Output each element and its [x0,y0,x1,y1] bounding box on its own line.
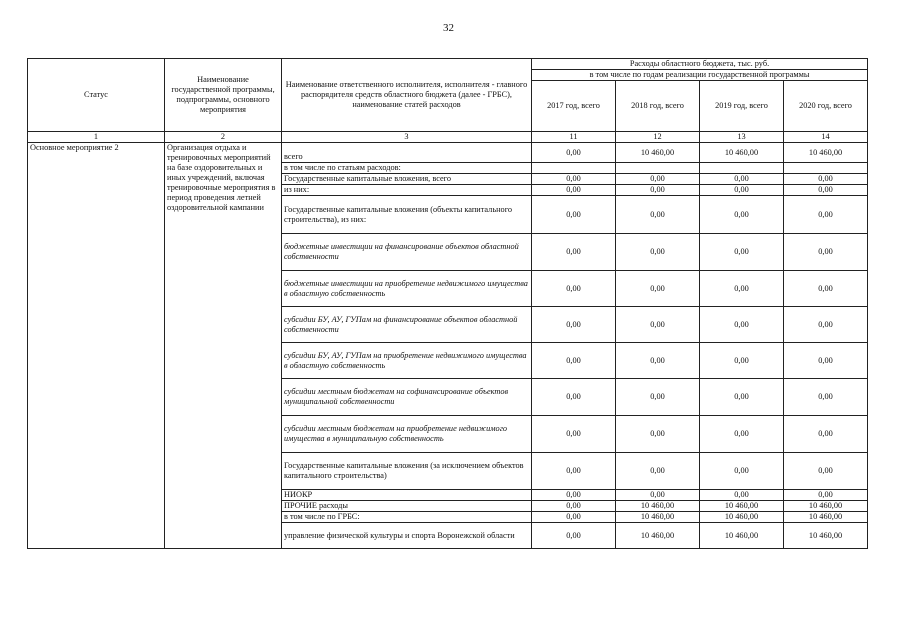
value-cell: 0,00 [784,185,868,196]
value-cell: 0,00 [532,416,616,453]
value-cell: 0,00 [532,174,616,185]
value-cell: 0,00 [784,196,868,234]
value-cell: 0,00 [700,174,784,185]
value-cell: 0,00 [616,379,700,416]
header-executor: Наименование ответственного исполнителя, исполнителя - главного распорядителя средств областного бюджета (далее - ГРБС), наименование статей расходов [282,59,532,132]
value-cell: 0,00 [784,343,868,379]
value-cell: 0,00 [616,174,700,185]
value-cell: 0,00 [532,512,616,523]
value-cell: 0,00 [532,196,616,234]
header-year: 2018 год, всего [616,81,700,132]
value-cell: 0,00 [532,490,616,501]
value-cell: 10 460,00 [616,512,700,523]
header-year: 2020 год, всего [784,81,868,132]
row-label: ПРОЧИЕ расходы [282,501,532,512]
row-label: управление физической культуры и спорта Воронежской области [282,523,532,549]
value-cell: 0,00 [784,379,868,416]
row-label: всего [282,143,532,163]
value-cell: 0,00 [616,185,700,196]
value-cell: 0,00 [784,271,868,307]
value-cell: 0,00 [700,307,784,343]
row-label: субсидии местным бюджетам на софинансирование объектов муниципальной собственности [282,379,532,416]
value-cell: 0,00 [784,490,868,501]
value-cell: 0,00 [784,307,868,343]
header-by-years: в том числе по годам реализации государственной программы [532,70,868,81]
row-label: в том числе по статьям расходов: [282,163,532,174]
value-cell: 10 460,00 [784,523,868,549]
value-cell: 0,00 [616,307,700,343]
row-label: субсидии БУ, АУ, ГУПам на финансирование объектов областной собственности [282,307,532,343]
row-label: НИОКР [282,490,532,501]
status-cell: Основное мероприятие 2 [28,143,165,549]
value-cell [700,163,784,174]
column-number: 13 [700,132,784,143]
value-cell: 0,00 [532,523,616,549]
value-cell: 0,00 [784,234,868,271]
value-cell: 0,00 [532,143,616,163]
value-cell: 0,00 [532,379,616,416]
value-cell: 10 460,00 [700,143,784,163]
value-cell: 10 460,00 [784,143,868,163]
value-cell: 10 460,00 [616,523,700,549]
value-cell [532,163,616,174]
value-cell: 0,00 [532,501,616,512]
column-number: 3 [282,132,532,143]
value-cell: 0,00 [532,185,616,196]
value-cell [784,163,868,174]
value-cell: 0,00 [532,234,616,271]
column-number: 12 [616,132,700,143]
value-cell: 0,00 [532,307,616,343]
value-cell: 0,00 [616,490,700,501]
value-cell: 0,00 [700,343,784,379]
value-cell: 0,00 [616,234,700,271]
value-cell: 10 460,00 [616,501,700,512]
value-cell: 0,00 [700,490,784,501]
value-cell: 10 460,00 [616,143,700,163]
value-cell: 0,00 [616,416,700,453]
row-label: Государственные капитальные вложения (за исключением объектов капитального строительства) [282,453,532,490]
header-expenses-title: Расходы областного бюджета, тыс. руб. [532,59,868,70]
value-cell: 0,00 [784,174,868,185]
budget-table [27,58,868,549]
value-cell: 0,00 [616,343,700,379]
row-label: бюджетные инвестиции на приобретение недвижимого имущества в областную собственность [282,271,532,307]
value-cell: 0,00 [700,416,784,453]
value-cell: 0,00 [700,453,784,490]
value-cell: 0,00 [700,234,784,271]
value-cell: 0,00 [784,416,868,453]
value-cell: 0,00 [616,271,700,307]
column-number: 11 [532,132,616,143]
row-label: Государственные капитальные вложения, всего [282,174,532,185]
program-name-cell: Организация отдыха и тренировочных мероприятий на базе оздоровительных и иных учреждений, включая тренировочные мероприятия в период проведения летней оздоровительной кампании [165,143,282,549]
value-cell: 10 460,00 [784,501,868,512]
value-cell: 0,00 [700,379,784,416]
value-cell: 0,00 [532,271,616,307]
header-status: Статус [28,59,165,132]
page-number: 32 [443,22,454,34]
row-label: в том числе по ГРБС: [282,512,532,523]
column-number: 14 [784,132,868,143]
table-row [28,143,868,163]
header-year: 2017 год, всего [532,81,616,132]
header-program-name: Наименование государственной программы, подпрограммы, основного мероприятия [165,59,282,132]
row-label: Государственные капитальные вложения (объекты капитального строительства), из них: [282,196,532,234]
value-cell: 0,00 [532,453,616,490]
value-cell [616,163,700,174]
value-cell: 10 460,00 [700,501,784,512]
value-cell: 0,00 [700,185,784,196]
column-number: 1 [28,132,165,143]
value-cell: 0,00 [616,196,700,234]
value-cell: 10 460,00 [700,512,784,523]
value-cell: 0,00 [700,271,784,307]
header-year: 2019 год, всего [700,81,784,132]
row-label: субсидии БУ, АУ, ГУПам на приобретение недвижимого имущества в областную собственность [282,343,532,379]
column-number: 2 [165,132,282,143]
value-cell: 0,00 [532,343,616,379]
value-cell: 0,00 [616,453,700,490]
row-label: из них: [282,185,532,196]
row-label: субсидии местным бюджетам на приобретение недвижимого имущества в муниципальную собственность [282,416,532,453]
value-cell: 10 460,00 [784,512,868,523]
value-cell: 0,00 [784,453,868,490]
value-cell: 10 460,00 [700,523,784,549]
value-cell: 0,00 [700,196,784,234]
row-label: бюджетные инвестиции на финансирование объектов областной собственности [282,234,532,271]
